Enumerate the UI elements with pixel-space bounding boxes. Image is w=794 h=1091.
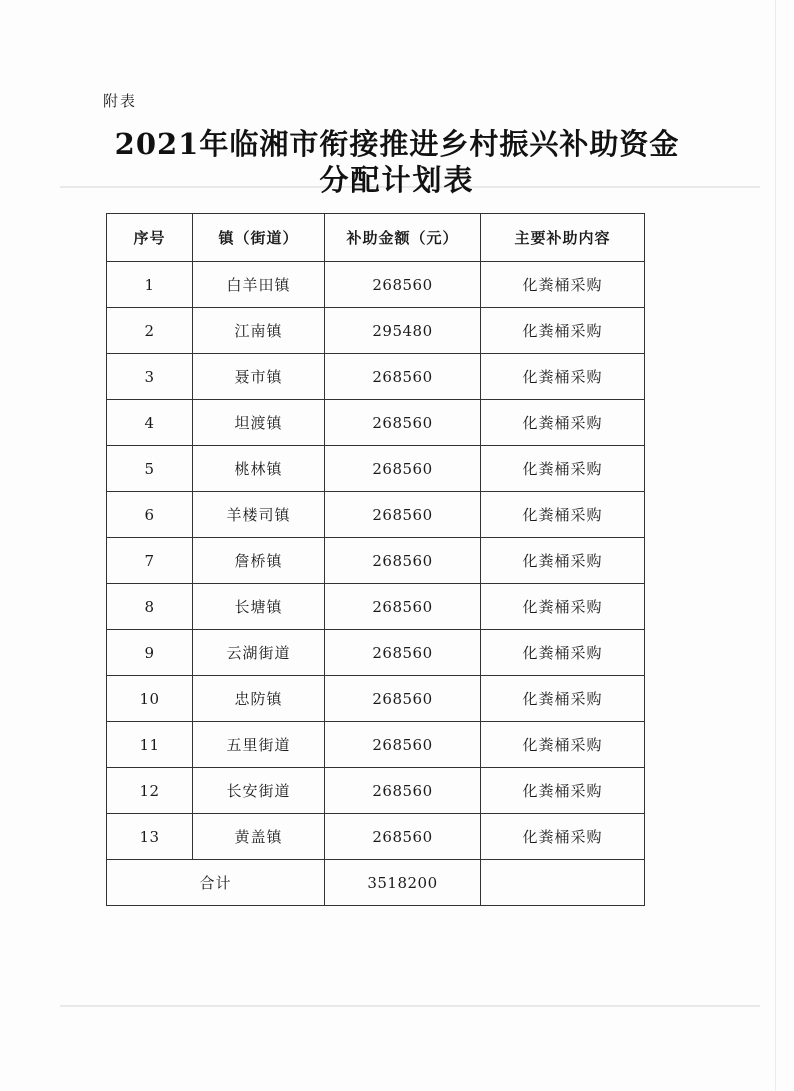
row-amount: 268560 xyxy=(325,354,481,400)
row-town: 聂市镇 xyxy=(193,354,325,400)
row-town: 白羊田镇 xyxy=(193,262,325,308)
row-number: 2 xyxy=(107,308,193,354)
row-content: 化粪桶采购 xyxy=(481,492,645,538)
row-amount: 268560 xyxy=(325,446,481,492)
row-amount: 268560 xyxy=(325,538,481,584)
row-amount: 268560 xyxy=(325,676,481,722)
row-number: 5 xyxy=(107,446,193,492)
row-amount: 268560 xyxy=(325,722,481,768)
row-town: 江南镇 xyxy=(193,308,325,354)
row-content: 化粪桶采购 xyxy=(481,630,645,676)
row-town: 五里街道 xyxy=(193,722,325,768)
row-content: 化粪桶采购 xyxy=(481,676,645,722)
table-row xyxy=(107,630,645,676)
row-number: 8 xyxy=(107,584,193,630)
row-content: 化粪桶采购 xyxy=(481,768,645,814)
row-content: 化粪桶采购 xyxy=(481,262,645,308)
row-content: 化粪桶采购 xyxy=(481,814,645,860)
table-row xyxy=(107,354,645,400)
row-number: 4 xyxy=(107,400,193,446)
row-amount: 268560 xyxy=(325,814,481,860)
header-number: 序号 xyxy=(107,214,193,262)
document-title: 2021年临湘市衔接推进乡村振兴补助资金 xyxy=(114,127,680,161)
row-number: 13 xyxy=(107,814,193,860)
row-town: 云湖街道 xyxy=(193,630,325,676)
row-amount: 268560 xyxy=(325,492,481,538)
row-town: 詹桥镇 xyxy=(193,538,325,584)
row-town: 桃林镇 xyxy=(193,446,325,492)
row-number: 12 xyxy=(107,768,193,814)
row-number: 3 xyxy=(107,354,193,400)
total-row xyxy=(107,860,645,906)
table-row xyxy=(107,262,645,308)
header-amount: 补助金额（元） xyxy=(325,214,481,262)
row-amount: 268560 xyxy=(325,400,481,446)
row-town: 长安街道 xyxy=(193,768,325,814)
table-row xyxy=(107,400,645,446)
row-number: 11 xyxy=(107,722,193,768)
row-content: 化粪桶采购 xyxy=(481,538,645,584)
attachment-label: 附表 xyxy=(103,92,138,110)
row-content: 化粪桶采购 xyxy=(481,722,645,768)
row-content: 化粪桶采购 xyxy=(481,308,645,354)
table-row xyxy=(107,676,645,722)
scan-bleed-line xyxy=(60,1005,760,1007)
row-town: 黄盖镇 xyxy=(193,814,325,860)
total-label: 合计 xyxy=(107,860,325,906)
row-content: 化粪桶采购 xyxy=(481,584,645,630)
row-amount: 268560 xyxy=(325,262,481,308)
row-town: 羊楼司镇 xyxy=(193,492,325,538)
row-content: 化粪桶采购 xyxy=(481,446,645,492)
table-row xyxy=(107,308,645,354)
row-number: 7 xyxy=(107,538,193,584)
total-amount: 3518200 xyxy=(325,860,481,906)
allocation-table xyxy=(106,213,645,906)
row-number: 6 xyxy=(107,492,193,538)
row-amount: 268560 xyxy=(325,630,481,676)
total-content xyxy=(481,860,645,906)
row-content: 化粪桶采购 xyxy=(481,354,645,400)
document-subtitle: 分配计划表 xyxy=(319,163,475,197)
table-row xyxy=(107,492,645,538)
table-row xyxy=(107,722,645,768)
table-body xyxy=(107,262,645,906)
row-town: 坦渡镇 xyxy=(193,400,325,446)
table-row xyxy=(107,768,645,814)
row-amount: 268560 xyxy=(325,584,481,630)
row-content: 化粪桶采购 xyxy=(481,400,645,446)
header-content: 主要补助内容 xyxy=(481,214,645,262)
header-town: 镇（街道） xyxy=(193,214,325,262)
row-number: 10 xyxy=(107,676,193,722)
table-row xyxy=(107,584,645,630)
row-number: 1 xyxy=(107,262,193,308)
row-town: 忠防镇 xyxy=(193,676,325,722)
table-row xyxy=(107,446,645,492)
row-amount: 295480 xyxy=(325,308,481,354)
table-row xyxy=(107,538,645,584)
row-town: 长塘镇 xyxy=(193,584,325,630)
table-row xyxy=(107,814,645,860)
row-number: 9 xyxy=(107,630,193,676)
table-header-row xyxy=(107,214,645,262)
row-amount: 268560 xyxy=(325,768,481,814)
